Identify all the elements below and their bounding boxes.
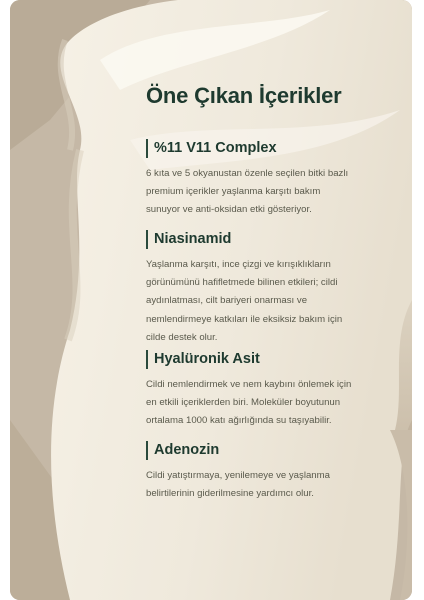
section-header <box>146 440 406 460</box>
description-line: görünümünü hafifletmede bilinen etkileri; cildi <box>146 277 338 289</box>
section-header <box>146 138 406 158</box>
ingredient-section-v11-complex <box>146 138 406 220</box>
section-title: Niasinamid <box>154 231 232 247</box>
description-line: ortalama 1000 katı ağırlığında su taşıyabilir. <box>146 415 332 427</box>
section-accent-bar <box>146 441 148 460</box>
description-line: sunuyor ve anti-oksidan etki gösteriyor. <box>146 204 312 216</box>
section-description <box>146 165 406 220</box>
section-accent-bar <box>146 350 148 369</box>
section-title: Adenozin <box>154 442 220 458</box>
content-area <box>10 0 412 600</box>
description-line: premium içerikler yaşlanma karşıtı bakım <box>146 186 321 198</box>
section-title: %11 V11 Complex <box>154 140 277 156</box>
page-title: Öne Çıkan İçerikler <box>146 83 342 108</box>
description-line: aydınlatması, cilt bariyeri onarması ve <box>146 295 308 307</box>
section-accent-bar <box>146 230 148 249</box>
section-header <box>146 349 406 369</box>
description-line: Yaşlanma karşıtı, ince çizgi ve kırışıklıkların <box>146 259 331 270</box>
description-line: belirtilerinin giderilmesine yardımcı olur. <box>146 488 314 500</box>
section-description <box>146 256 406 347</box>
description-line: cilde destek olur. <box>146 331 218 343</box>
section-title: Hyalüronik Asit <box>154 351 260 367</box>
description-line: Cildi yatıştırmaya, yenilemeye ve yaşlanma <box>146 470 330 481</box>
section-description <box>146 467 406 503</box>
section-accent-bar <box>146 139 148 158</box>
ingredient-section-niasinamid <box>146 229 406 347</box>
section-description <box>146 376 406 431</box>
ingredient-section-hyaluronik-asit <box>146 349 406 431</box>
ingredient-section-adenozin <box>146 440 406 503</box>
description-line: Cildi nemlendirmek ve nem kaybını önlemek için <box>146 379 352 390</box>
section-header <box>146 229 406 249</box>
description-line: 6 kıta ve 5 okyanustan özenle seçilen bitki bazlı <box>146 168 349 179</box>
description-line: en etkili içeriklerden biri. Moleküler boyutunun <box>146 397 341 409</box>
ingredients-card <box>10 0 412 600</box>
description-line: nemlendirmeye katkıları ile eksiksiz bakım için <box>146 313 343 325</box>
